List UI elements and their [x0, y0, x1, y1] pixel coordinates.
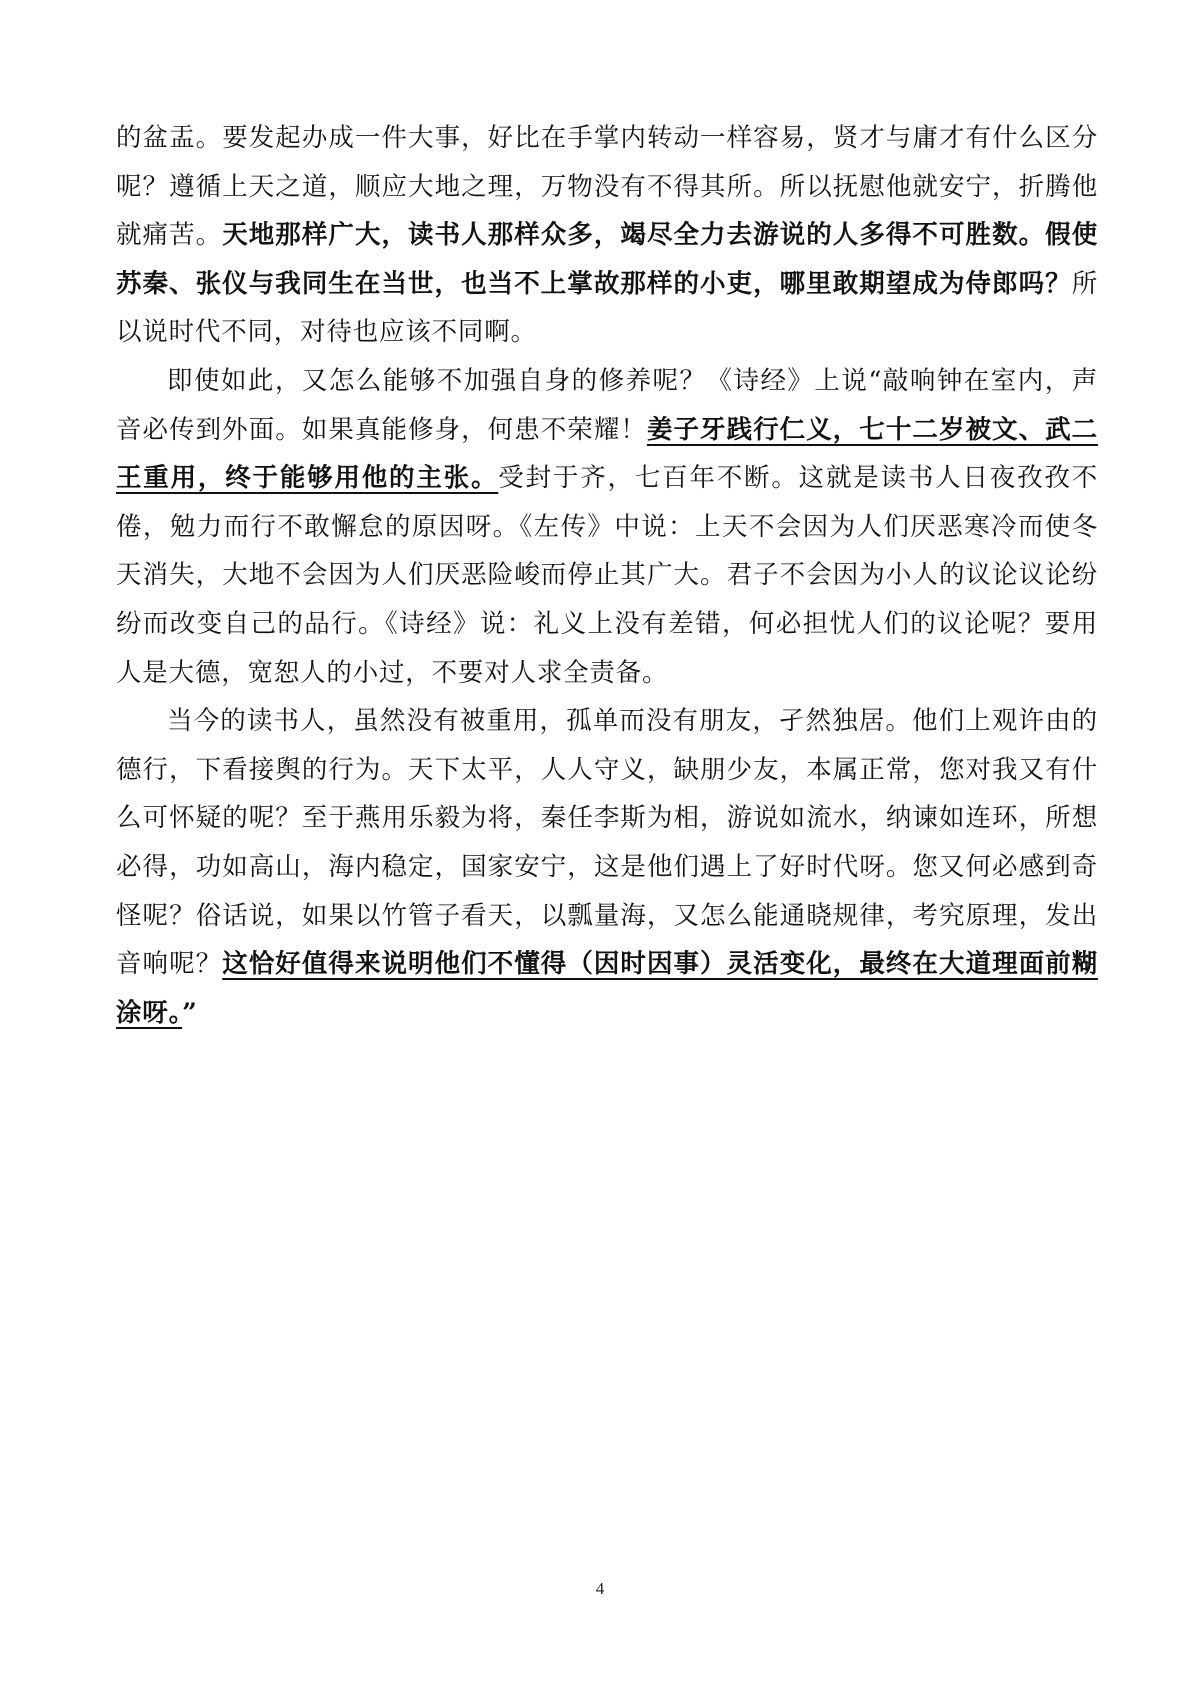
paragraph-2	[116, 357, 1098, 697]
text-segment: 的盆盂。要发起办成一件大事，好比在手掌内转动一样容易，贤才与庸才有什么区分呢？遵循上天之道，顺应大地之理，万物没有不得其所。所以抚慰他就安宁，折腾他就痛苦。	[116, 123, 1098, 251]
paragraph-3	[116, 697, 1098, 1037]
closing-quote-mark: ”	[182, 997, 198, 1028]
text-segment: 即使如此，又怎么能够不加强自身的修养呢？《诗经》上说“敲响钟在室内，声音必传到外面。如果真能修身，何患不荣耀！	[116, 365, 1098, 445]
paragraph-1	[116, 114, 1098, 357]
underlined-bold-text-segment: 这恰好值得来说明他们不懂得（因时因事）灵活变化，最终在大道理面前糊涂呀。	[116, 949, 1099, 1028]
text-segment: 所以说时代不同，对待也应该不同啊。	[116, 268, 1098, 348]
text-segment: 受封于齐，七百年不断。这就是读书人日夜孜孜不倦，勉力而行不敢懈怠的原因呀。《左传》中说：上天不会因为人们厌恶寒冷而使冬天消失，大地不会因为人们厌恶险峻而停止其广大。君子不会因为小人的议论议论纷纷而改变自己的品行。《诗经》说：礼义上没有差错，何必担忧人们的议论呢？要用人是大德，宽恕人的小过，不要对人求全责备。	[116, 463, 1098, 688]
document-body	[116, 114, 1098, 1037]
underlined-bold-text-segment: 姜子牙践行仁义，七十二岁被文、武二王重用，终于能够用他的主张。	[116, 414, 1098, 494]
bold-text-segment: 天地那样广大，读书人那样众多，竭尽全力去游说的人多得不可胜数。假使苏秦、张仪与我同生在当世，也当不上掌故那样的小吏，哪里敢期望成为侍郎吗？	[116, 220, 1099, 299]
page-number: 4	[595, 1579, 605, 1598]
text-segment: 当今的读书人，虽然没有被重用，孤单而没有朋友，孑然独居。他们上观许由的德行，下看接舆的行为。天下太平，人人守义，缺朋少友，本属正常，您对我又有什么可怀疑的呢？至于燕用乐毅为将，秦任李斯为相，游说如流水，纳谏如连环，所想必得，功如高山，海内稳定，国家安宁，这是他们遇上了好时代呀。您又何必感到奇怪呢？俗话说，如果以竹管子看天，以瓢量海，又怎么能通晓规律，考究原理，发出音响呢？	[116, 706, 1098, 980]
